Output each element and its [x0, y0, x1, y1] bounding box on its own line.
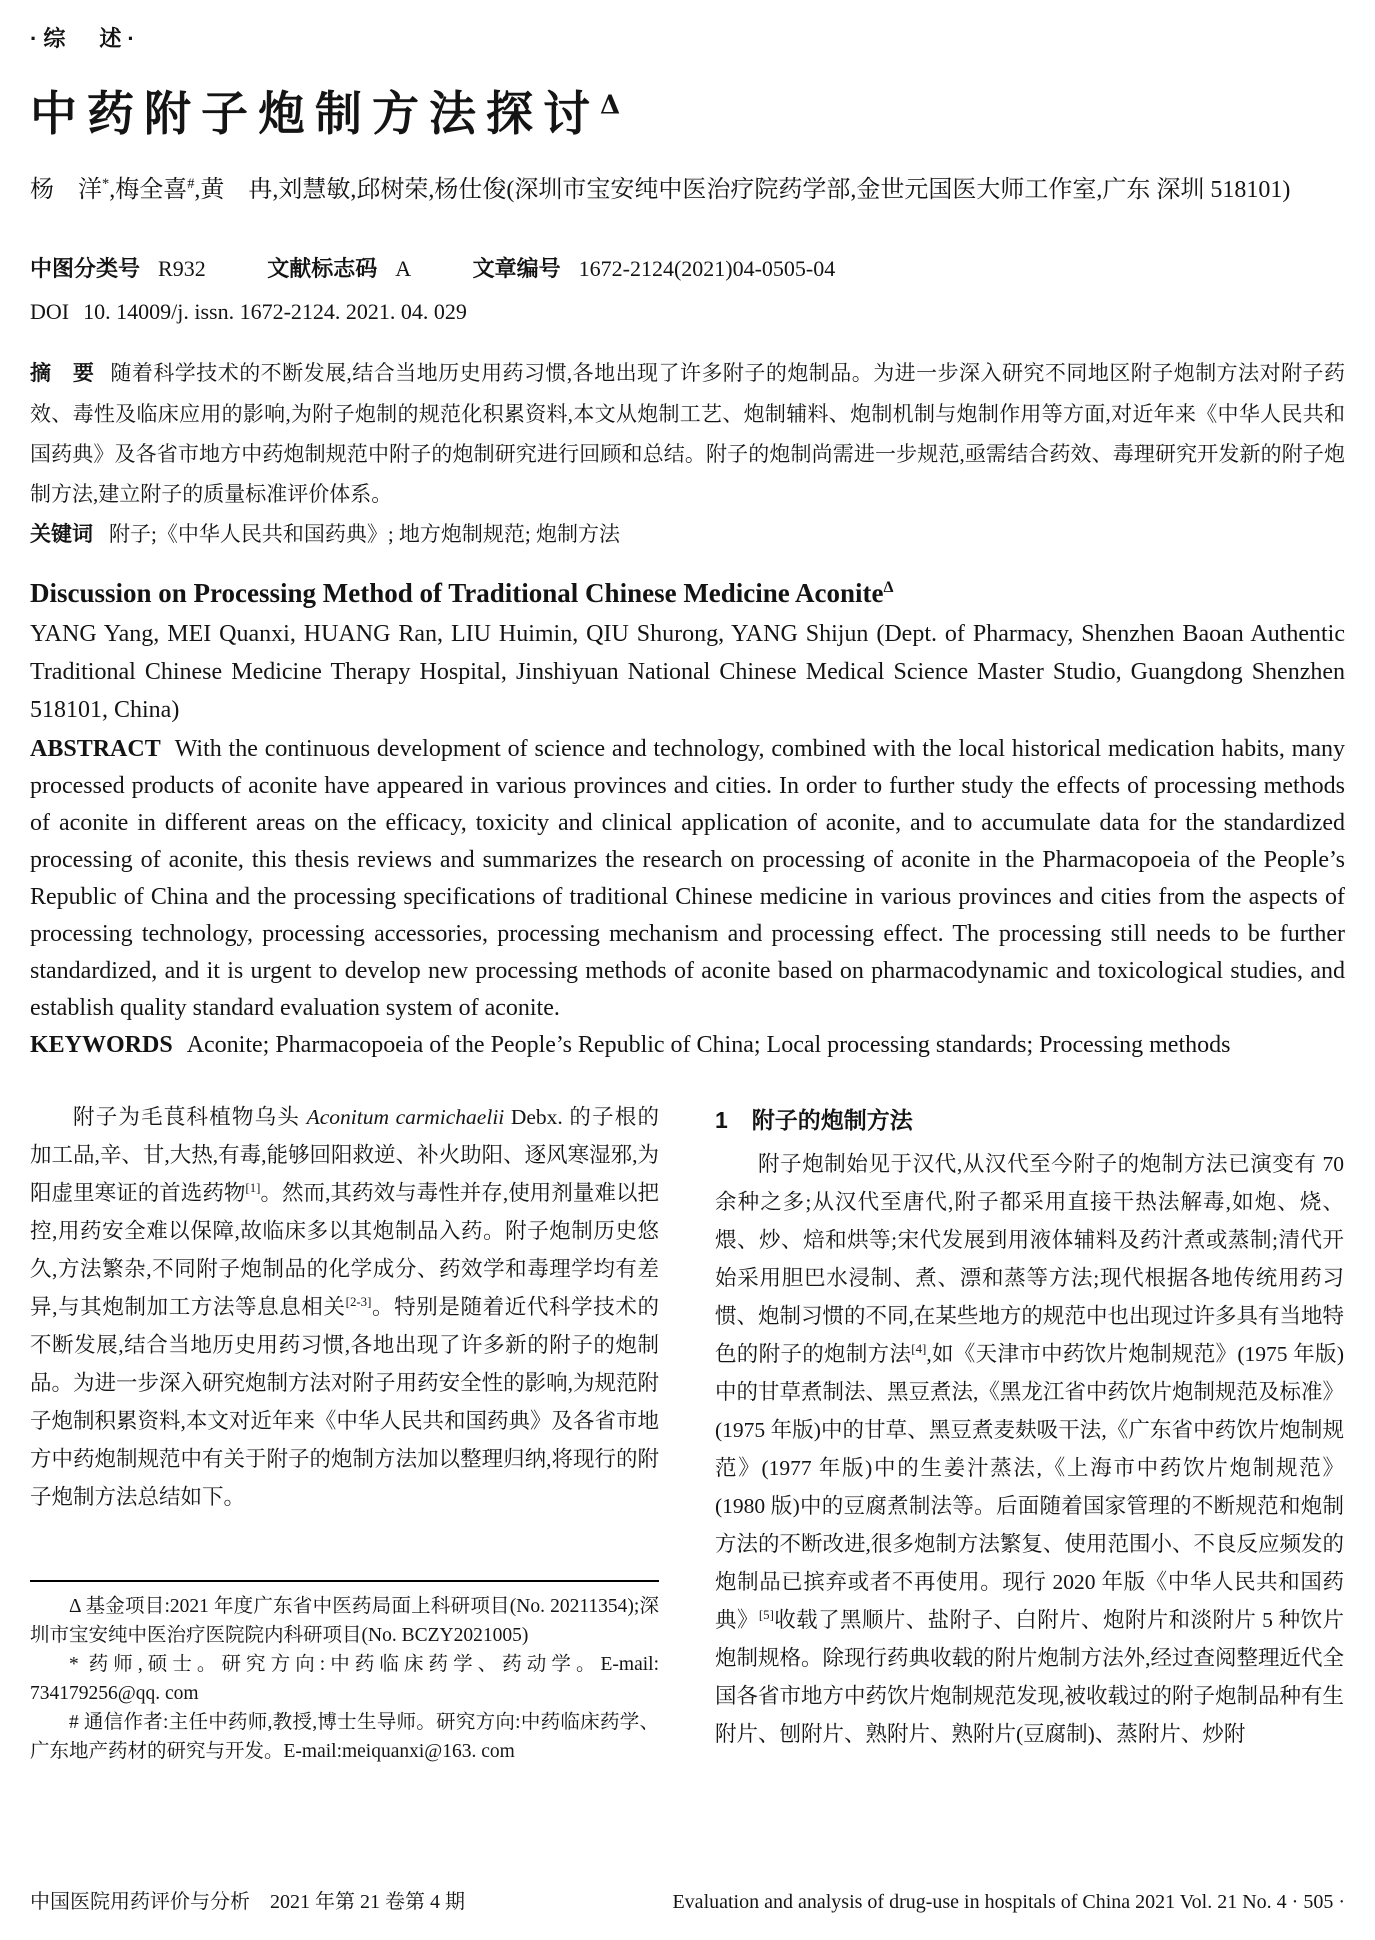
- reference-marker-1: [1]: [245, 1180, 261, 1195]
- abstract-en: [30, 731, 1345, 1027]
- reference-marker-2-3: [2-3]: [345, 1294, 372, 1309]
- abstract-cn: [30, 353, 1345, 514]
- footnote-item-corresponding-author: # 通信作者:主任中药师,教授,博士生导师。研究方向:中药临床药学、广东地产药材的研究与开发。E-mail:meiquanxi@163. com: [30, 1712, 659, 1762]
- section1-paragraph: [715, 1145, 1344, 1753]
- article-id-label: 文章编号: [472, 256, 561, 281]
- keywords-en-text: Aconite; Pharmacopoeia of the People’s Republic of China; Local processing standards; Processing methods: [186, 1032, 1231, 1058]
- intro-text: 。特别是随着近代科学技术的不断发展,结合当地历史用药习惯,各地出现了许多新的附子的炮制品。为进一步深入研究炮制方法对附子用药安全性的影响,为规范附子炮制积累资料,本文对近年来《中华人民共和国药典》及各省市地方中药炮制规范中有关于附子的炮制方法加以整理归纳,将现行的附子炮制方法总结如下。: [30, 1295, 659, 1509]
- article-title-en-text: Discussion on Processing Method of Traditional Chinese Medicine Aconite: [30, 578, 884, 608]
- doc-code-value: A: [395, 256, 412, 281]
- doi-row: [30, 299, 1345, 325]
- section-number: 1: [715, 1107, 728, 1133]
- abstract-en-text: With the continuous development of science and technology, combined with the local historical medication habits, many processed products of aconite have appeared in various provinces and cities. In order to further study the effects of processing methods of aconite in different areas on the efficacy, toxicity and clinical application of aconite, and to accumulate data for the standardized processing of aconite, this thesis reviews and summarizes the research on processing of aconite in the Pharmacopoeia of the People’s Republic of China and the processing specifications of traditional Chinese medicine in various provinces and cities from the aspects of processing technology, processing accessories, processing mechanism and processing effect. The processing still needs to be further standardized, and it is urgent to develop new processing methods of aconite based on pharmacodynamic and toxicological studies, and establish quality standard evaluation system of aconite.: [30, 736, 1345, 1021]
- abstract-cn-text: 随着科学技术的不断发展,结合当地历史用药习惯,各地出现了许多附子的炮制品。为进一步深入研究不同地区附子炮制方法对附子药效、毒性及临床应用的影响,为附子炮制的规范化积累资料,本文从炮制工艺、炮制辅料、炮制机制与炮制作用等方面,对近年来《中华人民共和国药典》及各省市地方中药炮制规范中附子的炮制研究进行回顾和总结。附子的炮制尚需进一步规范,亟需结合药效、毒理研究开发新的附子炮制方法,建立附子的质量标准评价体系。: [30, 361, 1345, 506]
- right-column: [715, 1098, 1344, 1766]
- keywords-en-label: KEYWORDS: [30, 1032, 173, 1058]
- category-label: ·综 述·: [30, 26, 141, 51]
- title-en-footnote-marker: Δ: [883, 579, 894, 596]
- intro-paragraph: [30, 1098, 659, 1516]
- title-footnote-marker: Δ: [600, 90, 621, 121]
- page-footer: [30, 1885, 1345, 1914]
- author-marker-hash: #: [187, 176, 195, 192]
- abstract-en-label: ABSTRACT: [30, 736, 161, 762]
- footnote-block: [30, 1580, 659, 1766]
- keywords-cn: [30, 514, 1345, 555]
- meta-row: [30, 252, 1345, 283]
- latin-species-name: Aconitum carmichaelii: [306, 1105, 505, 1129]
- intro-text: Debx. 的子根的加工品,辛、甘,大热,有毒,能够回阳救逆、补火助阳、逐风寒湿邪,为阳虚里寒证的首选药物: [30, 1105, 659, 1205]
- section1-text: ,如《天津市中药饮片炮制规范》(1975 年版)中的甘草煮制法、黑豆煮法,《黑龙江省中药饮片炮制规范及标准》(1975 年版)中的甘草、黑豆煮麦麸吸干法,《广东省中药饮片炮制规范》(1977 年版)中的生姜汁蒸法,《上海市中药饮片炮制规范》(1980 版)中的豆腐煮制法等。后面随着国家管理的不断规范和炮制方法的不断改进,很多炮制方法繁复、使用范围小、不良反应频发的炮制品已摈弃或者不再使用。现行 2020 年版《中华人民共和国药典》: [715, 1342, 1344, 1632]
- authors-line-cn: [30, 166, 1345, 214]
- footer-journal-cn: 中国医院用药评价与分析 2021 年第 21 卷第 4 期: [30, 1891, 465, 1913]
- authors-line-en: YANG Yang, MEI Quanxi, HUANG Ran, LIU Huimin, QIU Shurong, YANG Shijun (Dept. of Pharmacy, Shenzhen Baoan Authentic Traditional Chinese Medicine Therapy Hospital, Jinshiyuan National Chinese Medical Science Master Studio, Guangdong Shenzhen 518101, China): [30, 621, 1345, 723]
- authors-affiliation: ,黄 冉,刘慧敏,邱树荣,杨仕俊(深圳市宝安纯中医治疗院药学部,金世元国医大师工作室,广东 深圳 518101): [194, 177, 1291, 203]
- article-title-cn: [30, 77, 1345, 144]
- keywords-en: [30, 1027, 1345, 1064]
- footer-journal-en: Evaluation and analysis of drug-use in hospitals of China 2021 Vol. 21 No. 4 · 505 ·: [672, 1891, 1345, 1913]
- doi-label: DOI: [30, 299, 70, 324]
- footnote-item-funding: Δ 基金项目:2021 年度广东省中医药局面上科研项目(No. 20211354);深圳市宝安纯中医治疗医院院内科研项目(No. BCZY2021005): [30, 1596, 659, 1646]
- doc-code-label: 文献标志码: [267, 256, 378, 281]
- article-title-en: [30, 573, 1345, 613]
- clc-value: R932: [158, 256, 206, 281]
- section-title: 附子的炮制方法: [751, 1107, 913, 1133]
- section1-text: 附子炮制始见于汉代,从汉代至今附子的炮制方法已演变有 70 余种之多;从汉代至唐代,附子都采用直接干热法解毒,如炮、烧、煨、炒、焙和烘等;宋代发展到用液体辅料及药汁煮或蒸制;清代开始采用胆巴水浸制、煮、漂和蒸等方法;现代根据各地传统用药习惯、炮制习惯的不同,在某些地方的规范中也出现过许多具有当地特色的附子的炮制方法: [715, 1152, 1344, 1366]
- doi-value: 10. 14009/j. issn. 1672-2124. 2021. 04. 029: [83, 299, 467, 324]
- clc-label: 中图分类号: [30, 256, 141, 281]
- keywords-cn-text: 附子;《中华人民共和国药典》; 地方炮制规范; 炮制方法: [109, 522, 621, 546]
- left-column: [30, 1098, 659, 1766]
- intro-text: 附子为毛茛科植物乌头: [73, 1105, 307, 1129]
- reference-marker-4: [4]: [911, 1341, 927, 1356]
- author-name: ,梅全喜: [109, 177, 188, 203]
- section1-text: 收载了黑顺片、盐附子、白附片、炮附片和淡附片 5 种饮片炮制规格。除现行药典收载的附片炮制方法外,经过查阅整理近代全国各省市地方中药饮片炮制规范发现,被收载过的附子炮制品种有生附片、刨附片、熟附片、熟附片(豆腐制)、蒸附片、炒附: [715, 1608, 1344, 1746]
- footnote-item-first-author: * 药师,硕士。研究方向:中药临床药学、药动学。E-mail: 734179256@qq. com: [30, 1654, 659, 1704]
- author-name: 杨 洋: [30, 177, 102, 203]
- reference-marker-5: [5]: [758, 1607, 774, 1622]
- intro-text: 。然而,其药效与毒性并存,使用剂量难以把控,用药安全难以保障,故临床多以其炮制品入药。附子炮制历史悠久,方法繁杂,不同附子炮制品的化学成分、药效学和毒理学均有差异,与其炮制加工方法等息息相关: [30, 1181, 659, 1319]
- article-id-value: 1672-2124(2021)04-0505-04: [578, 256, 836, 281]
- section-heading-1: [715, 1102, 1344, 1135]
- abstract-cn-label: 摘 要: [30, 362, 95, 385]
- keywords-cn-label: 关键词: [30, 523, 93, 546]
- author-marker-asterisk: *: [102, 176, 110, 192]
- body-columns: [30, 1098, 1345, 1766]
- article-title-text: 中药附子炮制方法探讨: [30, 87, 600, 142]
